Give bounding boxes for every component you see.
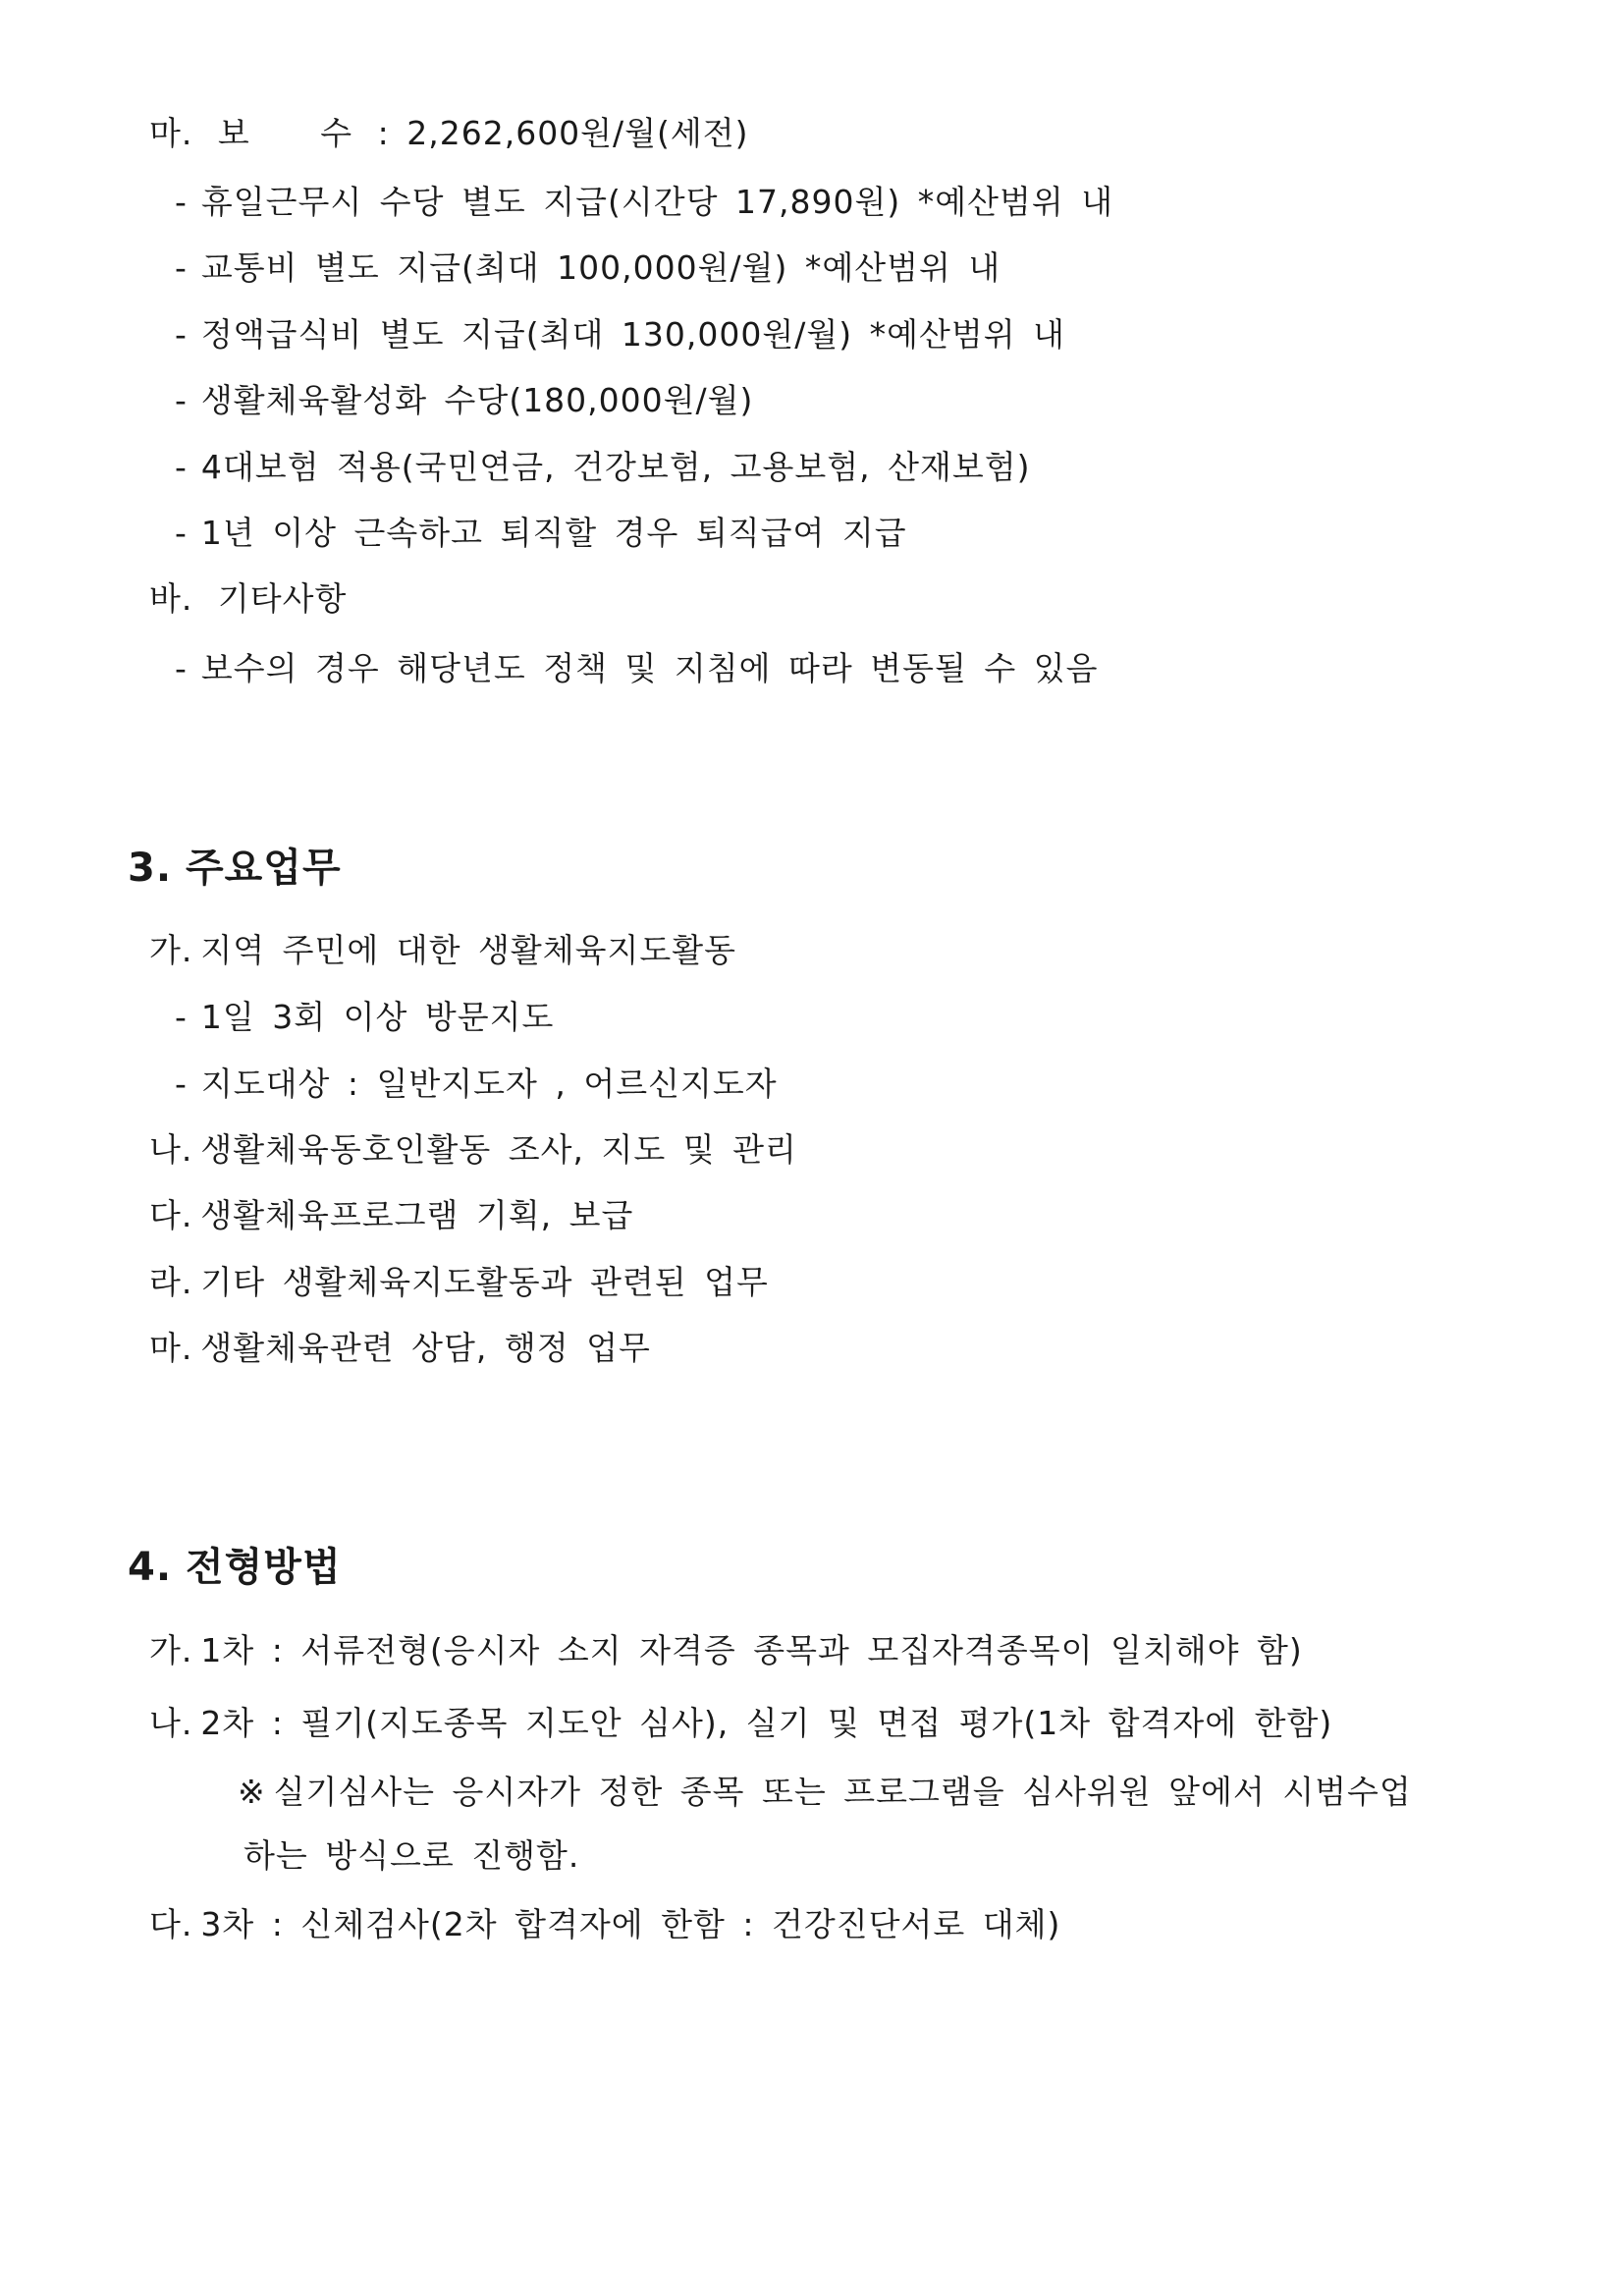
item-marker: 바. xyxy=(149,579,193,618)
list-item: 다. 생활체육프로그램 기획, 보급 xyxy=(149,1196,634,1234)
section-title-duties: 3. 주요업무 xyxy=(128,846,342,891)
item-marker: 마. xyxy=(149,114,193,152)
other-bullet: 보수의 경우 해당년도 정책 및 지침에 따라 변동될 수 있음 xyxy=(200,649,1099,687)
list-item: - 휴일근무시 수당 별도 지급(시간당 17,890원) *예산범위 내 xyxy=(175,183,1114,221)
salary-bullet: 4대보험 적용(국민연금, 건강보험, 고용보험, 산재보험) xyxy=(200,448,1031,486)
list-item: - 지도대상 : 일반지도자 , 어르신지도자 xyxy=(175,1065,778,1103)
list-item: 다. 3차 : 신체검사(2차 합격자에 한함 : 건강진단서로 대체) xyxy=(149,1905,1061,1943)
note-item: ※ 실기심사는 응시자가 정한 종목 또는 프로그램을 심사위원 앞에서 시범수업 xyxy=(238,1773,1412,1811)
list-item: 가. 1차 : 서류전형(응시자 소지 자격증 종목과 모집자격종목이 일치해야 함) xyxy=(149,1631,1303,1669)
list-item: - 1일 3회 이상 방문지도 xyxy=(175,998,555,1036)
list-item: 마. 생활체육관련 상담, 행정 업무 xyxy=(149,1329,651,1367)
salary-label: 보 수 xyxy=(217,114,353,152)
list-item: - 교통비 별도 지급(최대 100,000원/월) *예산범위 내 xyxy=(175,248,1001,287)
list-item: 라. 기타 생활체육지도활동과 관련된 업무 xyxy=(149,1263,769,1301)
salary-bullet: 정액급식비 별도 지급(최대 130,000원/월) *예산범위 내 xyxy=(200,315,1066,354)
other-label: 기타사항 xyxy=(217,579,348,618)
list-item: 나. 2차 : 필기(지도종목 지도안 심사), 실기 및 면접 평가(1차 합격자에 한함) xyxy=(149,1704,1333,1742)
list-item: 가. 지역 주민에 대한 생활체육지도활동 xyxy=(149,931,737,969)
list-item: 나. 생활체육동호인활동 조사, 지도 및 관리 xyxy=(149,1130,797,1169)
list-item: - 보수의 경우 해당년도 정책 및 지침에 따라 변동될 수 있음 xyxy=(175,649,1099,687)
salary-bullet: 교통비 별도 지급(최대 100,000원/월) *예산범위 내 xyxy=(200,248,1001,287)
list-item: - 생활체육활성화 수당(180,000원/월) xyxy=(175,381,754,419)
list-item: - 4대보험 적용(국민연금, 건강보험, 고용보험, 산재보험) xyxy=(175,448,1031,486)
salary-bullet: 1년 이상 근속하고 퇴직할 경우 퇴직급여 지급 xyxy=(200,514,907,552)
salary-bullet: 생활체육활성화 수당(180,000원/월) xyxy=(200,381,754,419)
other-heading xyxy=(149,577,347,621)
list-item: - 정액급식비 별도 지급(최대 130,000원/월) *예산범위 내 xyxy=(175,315,1066,354)
salary-value: : 2,262,600원/월(세전) xyxy=(377,114,749,152)
list-item: - 1년 이상 근속하고 퇴직할 경우 퇴직급여 지급 xyxy=(175,514,907,552)
section-title-selection: 4. 전형방법 xyxy=(128,1545,342,1590)
note-continuation: 하는 방식으로 진행함. xyxy=(243,1836,580,1875)
salary-heading xyxy=(149,112,749,155)
salary-bullet: 휴일근무시 수당 별도 지급(시간당 17,890원) *예산범위 내 xyxy=(200,183,1114,221)
